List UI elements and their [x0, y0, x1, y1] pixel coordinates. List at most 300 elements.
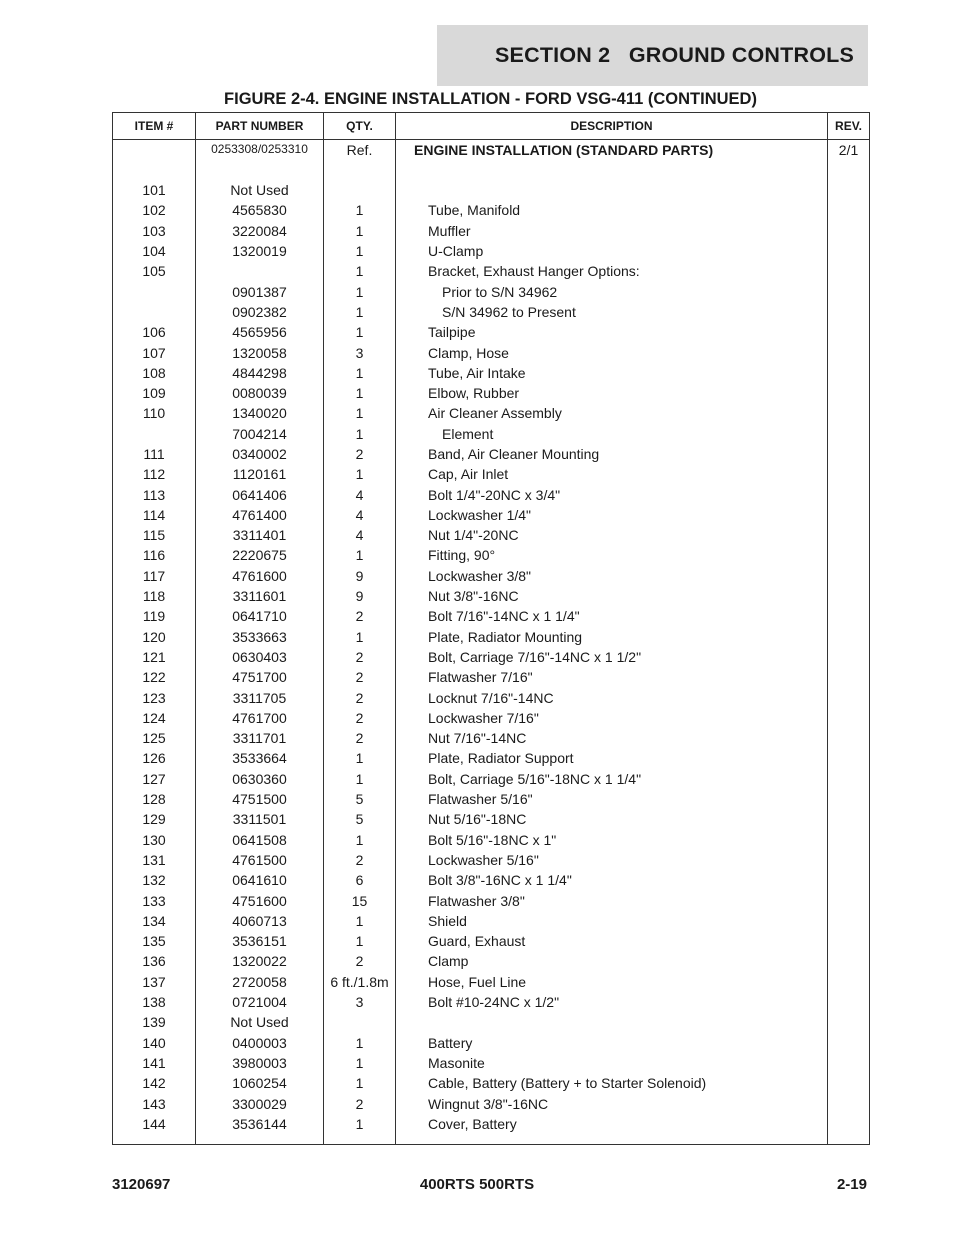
table-row	[113, 261, 870, 281]
rev-cell	[828, 708, 870, 728]
item-cell	[113, 140, 196, 164]
part-number-cell: 4565830	[196, 200, 324, 220]
description-cell: Clamp, Hose	[396, 342, 828, 362]
qty-cell: 1	[324, 830, 396, 850]
part-number-cell: 0080039	[196, 383, 324, 403]
spacer-row	[113, 163, 870, 180]
rev-cell	[828, 931, 870, 951]
rev-cell	[828, 748, 870, 768]
part-number-cell: 3311601	[196, 586, 324, 606]
description-cell: Muffler	[396, 221, 828, 241]
item-cell: 127	[113, 769, 196, 789]
qty-cell: 1	[324, 769, 396, 789]
part-number-cell: 4751600	[196, 890, 324, 910]
qty-cell	[324, 1012, 396, 1032]
rev-cell	[828, 566, 870, 586]
item-cell: 106	[113, 322, 196, 342]
item-cell: 134	[113, 911, 196, 931]
rev-cell	[828, 1114, 870, 1145]
part-number-cell: 1320019	[196, 241, 324, 261]
part-number-cell: 4761500	[196, 850, 324, 870]
qty-cell: 1	[324, 403, 396, 423]
table-row	[113, 951, 870, 971]
footer-doc-number: 3120697	[112, 1176, 171, 1193]
description-cell: Wingnut 3/8"-16NC	[396, 1093, 828, 1113]
rev-cell	[828, 342, 870, 362]
rev-cell	[828, 769, 870, 789]
item-cell: 113	[113, 484, 196, 504]
table-row	[113, 850, 870, 870]
figure-title: FIGURE 2-4. ENGINE INSTALLATION - FORD VSG-411 (CONTINUED)	[224, 90, 757, 108]
item-cell: 126	[113, 748, 196, 768]
qty-cell: 5	[324, 789, 396, 809]
description-cell: Lockwasher 5/16"	[396, 850, 828, 870]
column-header-part-number: PART NUMBER	[196, 113, 324, 140]
rev-cell	[828, 1093, 870, 1113]
qty-cell: Ref.	[324, 140, 396, 164]
qty-cell: 1	[324, 221, 396, 241]
footer-model: 400RTS 500RTS	[419, 1176, 535, 1193]
qty-cell: 1	[324, 464, 396, 484]
rev-cell	[828, 972, 870, 992]
description-cell: Flatwasher 5/16"	[396, 789, 828, 809]
rev-cell	[828, 261, 870, 281]
qty-cell: 1	[324, 363, 396, 383]
table-row	[113, 545, 870, 565]
part-number-cell: 3300029	[196, 1093, 324, 1113]
table-row	[113, 647, 870, 667]
description-cell: Elbow, Rubber	[396, 383, 828, 403]
part-number-cell: 3311705	[196, 687, 324, 707]
column-header-rev: REV.	[828, 113, 870, 140]
description-cell: U-Clamp	[396, 241, 828, 261]
qty-cell: 1	[324, 281, 396, 301]
description-cell: ENGINE INSTALLATION (STANDARD PARTS)	[396, 140, 828, 164]
table-row	[113, 566, 870, 586]
table-row	[113, 363, 870, 383]
description-cell: Nut 1/4"-20NC	[396, 525, 828, 545]
qty-cell: 2	[324, 687, 396, 707]
item-cell: 103	[113, 221, 196, 241]
table-header-row	[113, 113, 870, 140]
item-cell	[113, 302, 196, 322]
part-number-cell: 4844298	[196, 363, 324, 383]
part-number-cell: 4761400	[196, 505, 324, 525]
table-row	[113, 748, 870, 768]
part-number-cell	[196, 261, 324, 281]
rev-cell	[828, 951, 870, 971]
description-cell: Flatwasher 7/16"	[396, 667, 828, 687]
part-number-cell: 0340002	[196, 444, 324, 464]
item-cell: 112	[113, 464, 196, 484]
part-number-cell: 0901387	[196, 281, 324, 301]
part-number-cell: 4565956	[196, 322, 324, 342]
column-header-item: ITEM #	[113, 113, 196, 140]
description-cell: Clamp	[396, 951, 828, 971]
rev-cell	[828, 200, 870, 220]
table-row	[113, 1093, 870, 1113]
table-row	[113, 972, 870, 992]
qty-cell: 1	[324, 627, 396, 647]
qty-cell: 1	[324, 302, 396, 322]
rev-cell	[828, 850, 870, 870]
description-cell: Bolt 7/16"-14NC x 1 1/4"	[396, 606, 828, 626]
item-cell: 129	[113, 809, 196, 829]
standard-parts-row	[113, 140, 870, 164]
part-number-cell: 0630360	[196, 769, 324, 789]
item-cell: 118	[113, 586, 196, 606]
qty-cell: 4	[324, 525, 396, 545]
table-row	[113, 1032, 870, 1052]
description-cell: Plate, Radiator Mounting	[396, 627, 828, 647]
rev-cell	[828, 302, 870, 322]
rev-cell: 2/1	[828, 140, 870, 164]
footer-page-number: 2-19	[836, 1176, 867, 1193]
table-row	[113, 241, 870, 261]
table-row	[113, 769, 870, 789]
part-number-cell: 3220084	[196, 221, 324, 241]
description-cell: Bolt, Carriage 7/16"-14NC x 1 1/2"	[396, 647, 828, 667]
part-number-cell: 3533663	[196, 627, 324, 647]
part-number-cell: 4060713	[196, 911, 324, 931]
description-cell: Fitting, 90°	[396, 545, 828, 565]
part-number-cell: 0630403	[196, 647, 324, 667]
qty-cell: 1	[324, 1073, 396, 1093]
item-cell: 101	[113, 180, 196, 200]
table-row	[113, 221, 870, 241]
table-row	[113, 809, 870, 829]
item-cell: 144	[113, 1114, 196, 1145]
table-row	[113, 424, 870, 444]
description-cell: Bolt 3/8"-16NC x 1 1/4"	[396, 870, 828, 890]
part-number-cell: Not Used	[196, 180, 324, 200]
qty-cell: 1	[324, 545, 396, 565]
rev-cell	[828, 687, 870, 707]
item-cell: 135	[113, 931, 196, 951]
part-number-cell: Not Used	[196, 1012, 324, 1032]
item-cell: 130	[113, 830, 196, 850]
description-cell: Nut 7/16"-14NC	[396, 728, 828, 748]
part-number-cell: 0641406	[196, 484, 324, 504]
table-row	[113, 464, 870, 484]
qty-cell: 1	[324, 748, 396, 768]
description-cell: Shield	[396, 911, 828, 931]
rev-cell	[828, 424, 870, 444]
part-number-cell: 0641508	[196, 830, 324, 850]
part-number-cell: 0641710	[196, 606, 324, 626]
rev-cell	[828, 992, 870, 1012]
item-cell: 133	[113, 890, 196, 910]
table-row	[113, 789, 870, 809]
item-cell: 115	[113, 525, 196, 545]
item-cell: 136	[113, 951, 196, 971]
rev-cell	[828, 1073, 870, 1093]
rev-cell	[828, 890, 870, 910]
qty-cell: 2	[324, 1093, 396, 1113]
part-number-cell: 4761600	[196, 566, 324, 586]
rev-cell	[828, 586, 870, 606]
description-cell: Lockwasher 7/16"	[396, 708, 828, 728]
table-row	[113, 931, 870, 951]
parts-table	[112, 112, 870, 1145]
table-row	[113, 444, 870, 464]
qty-cell: 1	[324, 1114, 396, 1145]
item-cell: 140	[113, 1032, 196, 1052]
qty-cell: 1	[324, 200, 396, 220]
description-cell: Tube, Manifold	[396, 200, 828, 220]
table-row	[113, 484, 870, 504]
rev-cell	[828, 809, 870, 829]
item-cell: 104	[113, 241, 196, 261]
part-number-cell: 3536151	[196, 931, 324, 951]
description-cell: Masonite	[396, 1053, 828, 1073]
item-cell: 137	[113, 972, 196, 992]
qty-cell: 1	[324, 911, 396, 931]
rev-cell	[828, 221, 870, 241]
qty-cell: 1	[324, 1053, 396, 1073]
item-cell: 110	[113, 403, 196, 423]
rev-cell	[828, 1012, 870, 1032]
section-banner	[437, 25, 868, 86]
rev-cell	[828, 647, 870, 667]
item-cell: 105	[113, 261, 196, 281]
description-cell: Plate, Radiator Support	[396, 748, 828, 768]
qty-cell: 9	[324, 566, 396, 586]
description-cell: S/N 34962 to Present	[396, 302, 828, 322]
qty-cell: 6 ft./1.8m	[324, 972, 396, 992]
table-row	[113, 281, 870, 301]
part-number-cell: 3311401	[196, 525, 324, 545]
part-number-cell: 0641610	[196, 870, 324, 890]
part-number-cell: 3311501	[196, 809, 324, 829]
rev-cell	[828, 241, 870, 261]
item-cell: 108	[113, 363, 196, 383]
part-number-cell: 1060254	[196, 1073, 324, 1093]
description-cell: Prior to S/N 34962	[396, 281, 828, 301]
qty-cell: 5	[324, 809, 396, 829]
qty-cell: 2	[324, 647, 396, 667]
qty-cell: 1	[324, 931, 396, 951]
table-row	[113, 911, 870, 931]
table-row	[113, 525, 870, 545]
qty-cell: 4	[324, 484, 396, 504]
part-number-cell: 1320022	[196, 951, 324, 971]
table-row	[113, 342, 870, 362]
qty-cell: 9	[324, 586, 396, 606]
description-cell: Lockwasher 3/8"	[396, 566, 828, 586]
table-row	[113, 890, 870, 910]
rev-cell	[828, 870, 870, 890]
part-number-cell: 4751500	[196, 789, 324, 809]
description-cell: Tube, Air Intake	[396, 363, 828, 383]
description-cell: Tailpipe	[396, 322, 828, 342]
item-cell: 119	[113, 606, 196, 626]
item-cell: 138	[113, 992, 196, 1012]
description-cell: Locknut 7/16"-14NC	[396, 687, 828, 707]
item-cell: 143	[113, 1093, 196, 1113]
table-row	[113, 200, 870, 220]
part-number-cell: 2220675	[196, 545, 324, 565]
part-number-cell: 2720058	[196, 972, 324, 992]
description-cell: Bolt 1/4"-20NC x 3/4"	[396, 484, 828, 504]
description-cell: Bolt #10-24NC x 1/2"	[396, 992, 828, 1012]
qty-cell: 3	[324, 992, 396, 1012]
rev-cell	[828, 281, 870, 301]
rev-cell	[828, 444, 870, 464]
table-row	[113, 1114, 870, 1145]
description-cell: Nut 3/8"-16NC	[396, 586, 828, 606]
qty-cell: 1	[324, 322, 396, 342]
part-number-cell: 0902382	[196, 302, 324, 322]
item-cell: 123	[113, 687, 196, 707]
rev-cell	[828, 180, 870, 200]
item-cell: 120	[113, 627, 196, 647]
rev-cell	[828, 606, 870, 626]
item-cell: 122	[113, 667, 196, 687]
rev-cell	[828, 363, 870, 383]
description-cell: Nut 5/16"-18NC	[396, 809, 828, 829]
table-row	[113, 708, 870, 728]
qty-cell	[324, 180, 396, 200]
rev-cell	[828, 403, 870, 423]
part-number-cell: 0253308/0253310	[196, 140, 324, 164]
table-row	[113, 627, 870, 647]
description-cell: Bolt 5/16"-18NC x 1"	[396, 830, 828, 850]
description-cell: Cable, Battery (Battery + to Starter Solenoid)	[396, 1073, 828, 1093]
item-cell: 128	[113, 789, 196, 809]
qty-cell: 6	[324, 870, 396, 890]
item-cell: 117	[113, 566, 196, 586]
part-number-cell: 4761700	[196, 708, 324, 728]
description-cell: Element	[396, 424, 828, 444]
item-cell: 109	[113, 383, 196, 403]
description-cell: Cap, Air Inlet	[396, 464, 828, 484]
rev-cell	[828, 830, 870, 850]
part-number-cell: 7004214	[196, 424, 324, 444]
table-row	[113, 322, 870, 342]
item-cell: 124	[113, 708, 196, 728]
rev-cell	[828, 728, 870, 748]
qty-cell: 4	[324, 505, 396, 525]
qty-cell: 2	[324, 850, 396, 870]
description-cell: Lockwasher 1/4"	[396, 505, 828, 525]
section-title: SECTION 2 GROUND CONTROLS	[495, 43, 854, 67]
table-row	[113, 728, 870, 748]
item-cell: 132	[113, 870, 196, 890]
part-number-cell: 1340020	[196, 403, 324, 423]
item-cell: 141	[113, 1053, 196, 1073]
rev-cell	[828, 667, 870, 687]
rev-cell	[828, 322, 870, 342]
table-row	[113, 1073, 870, 1093]
table-row	[113, 667, 870, 687]
table-row	[113, 992, 870, 1012]
rev-cell	[828, 1032, 870, 1052]
rev-cell	[828, 525, 870, 545]
part-number-cell: 1120161	[196, 464, 324, 484]
item-cell: 116	[113, 545, 196, 565]
qty-cell: 2	[324, 667, 396, 687]
description-cell: Guard, Exhaust	[396, 931, 828, 951]
item-cell	[113, 281, 196, 301]
rev-cell	[828, 383, 870, 403]
qty-cell: 15	[324, 890, 396, 910]
table-row	[113, 830, 870, 850]
item-cell: 114	[113, 505, 196, 525]
rev-cell	[828, 627, 870, 647]
description-cell: Flatwasher 3/8"	[396, 890, 828, 910]
item-cell: 102	[113, 200, 196, 220]
qty-cell: 2	[324, 951, 396, 971]
qty-cell: 2	[324, 444, 396, 464]
part-number-cell: 3980003	[196, 1053, 324, 1073]
item-cell: 142	[113, 1073, 196, 1093]
item-cell: 139	[113, 1012, 196, 1032]
table-row	[113, 586, 870, 606]
column-header-qty: QTY.	[324, 113, 396, 140]
description-cell: Cover, Battery	[396, 1114, 828, 1145]
rev-cell	[828, 484, 870, 504]
rev-cell	[828, 789, 870, 809]
qty-cell: 2	[324, 708, 396, 728]
table-row	[113, 687, 870, 707]
part-number-cell: 4751700	[196, 667, 324, 687]
description-cell	[396, 180, 828, 200]
part-number-cell: 0400003	[196, 1032, 324, 1052]
rev-cell	[828, 1053, 870, 1073]
rev-cell	[828, 464, 870, 484]
description-cell: Battery	[396, 1032, 828, 1052]
rev-cell	[828, 545, 870, 565]
qty-cell: 2	[324, 728, 396, 748]
qty-cell: 1	[324, 383, 396, 403]
item-cell: 107	[113, 342, 196, 362]
rev-cell	[828, 911, 870, 931]
description-cell: Band, Air Cleaner Mounting	[396, 444, 828, 464]
qty-cell: 2	[324, 606, 396, 626]
item-cell: 111	[113, 444, 196, 464]
qty-cell: 1	[324, 424, 396, 444]
table-row	[113, 606, 870, 626]
part-number-cell: 3311701	[196, 728, 324, 748]
item-cell: 131	[113, 850, 196, 870]
column-header-description: DESCRIPTION	[396, 113, 828, 140]
description-cell: Hose, Fuel Line	[396, 972, 828, 992]
rev-cell	[828, 505, 870, 525]
table-row	[113, 383, 870, 403]
part-number-cell: 3536144	[196, 1114, 324, 1145]
qty-cell: 3	[324, 342, 396, 362]
description-cell: Bracket, Exhaust Hanger Options:	[396, 261, 828, 281]
part-number-cell: 0721004	[196, 992, 324, 1012]
qty-cell: 1	[324, 1032, 396, 1052]
item-cell: 125	[113, 728, 196, 748]
table-row	[113, 1053, 870, 1073]
table-row	[113, 403, 870, 423]
qty-cell: 1	[324, 241, 396, 261]
part-number-cell: 1320058	[196, 342, 324, 362]
table-row	[113, 505, 870, 525]
description-cell: Air Cleaner Assembly	[396, 403, 828, 423]
table-row	[113, 1012, 870, 1032]
item-cell: 121	[113, 647, 196, 667]
item-cell	[113, 424, 196, 444]
part-number-cell: 3533664	[196, 748, 324, 768]
table-row	[113, 870, 870, 890]
description-cell: Bolt, Carriage 5/16"-18NC x 1 1/4"	[396, 769, 828, 789]
table-row	[113, 302, 870, 322]
table-row	[113, 180, 870, 200]
